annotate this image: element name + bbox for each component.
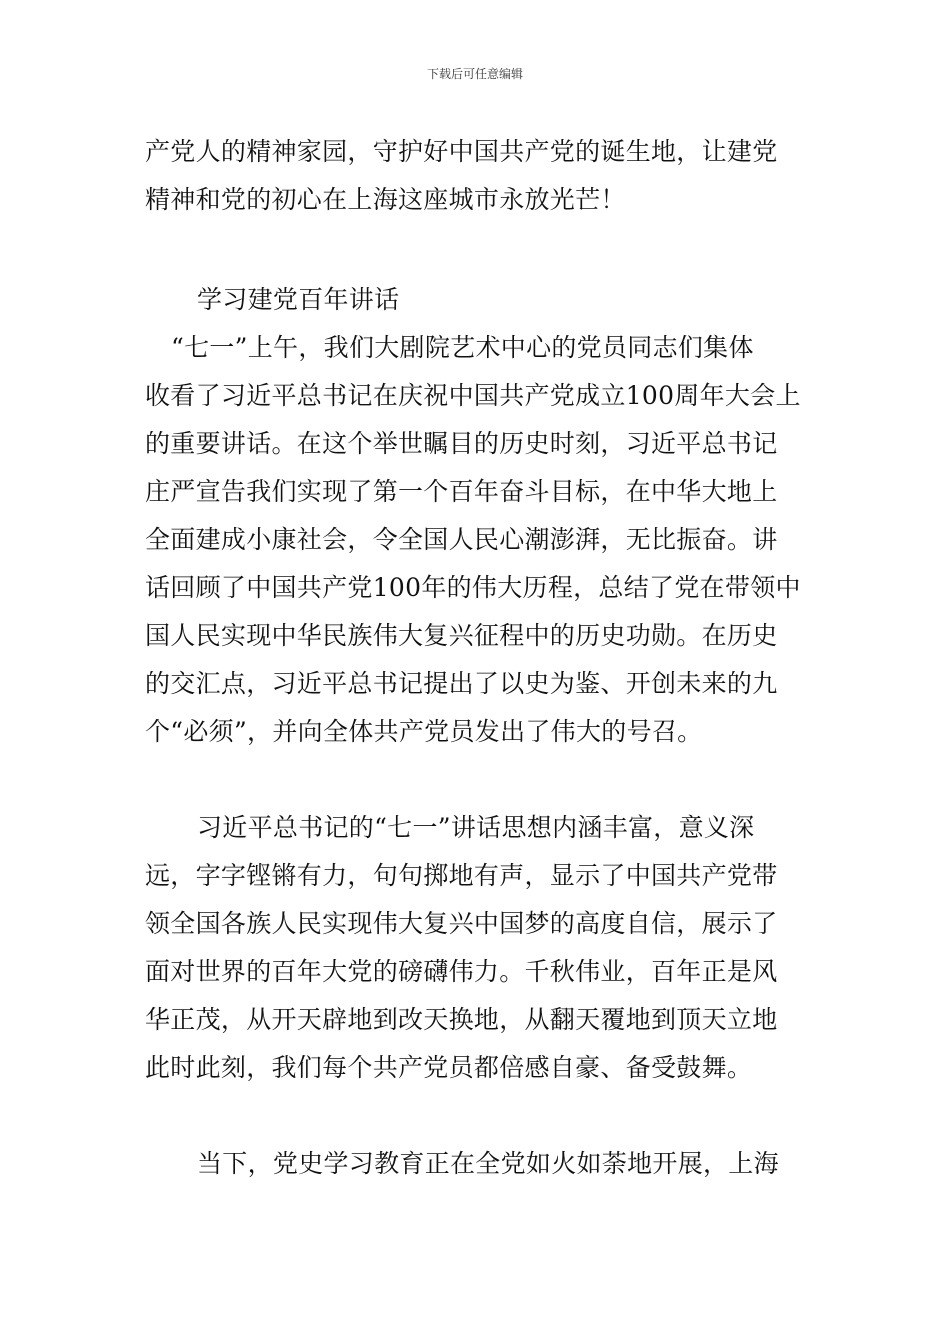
paragraph-line: 庄严宣告我们实现了第一个百年奋斗目标，在中华大地上 — [145, 477, 778, 506]
paragraph-line: 国人民实现中华民族伟大复兴征程中的历史功勋。在历史 — [145, 621, 778, 650]
paragraph-line: “七一”上午，我们大剧院艺术中心的党员同志们集体 — [171, 333, 754, 362]
paragraph-line: 个“必须”，并向全体共产党员发出了伟大的号召。 — [145, 717, 703, 746]
paragraph-line: 全面建成小康社会，令全国人民心潮澎湃，无比振奋。讲 — [145, 525, 778, 554]
paragraph-spacer — [145, 1092, 810, 1140]
paragraph-line: 此时此刻，我们每个共产党员都倍感自豪、备受鼓舞。 — [145, 1053, 753, 1082]
paragraph-line: 当下，党史学习教育正在全党如火如荼地开展，上海 — [197, 1149, 779, 1178]
paragraph-spacer — [145, 756, 810, 804]
paragraph-line: 的重要讲话。在这个举世瞩目的历史时刻，习近平总书记 — [145, 429, 778, 458]
paragraph-line: 收看了习近平总书记在庆祝中国共产党成立100周年大会上 — [145, 381, 801, 410]
document-body — [145, 128, 810, 1188]
paragraph-spacer — [145, 224, 810, 272]
page-header: 下载后可任意编辑 — [426, 67, 523, 81]
paragraph-line: 面对世界的百年大党的磅礴伟力。千秋伟业，百年正是风 — [145, 957, 778, 986]
paragraph-line: 习近平总书记的“七一”讲话思想内涵丰富，意义深 — [197, 813, 755, 842]
paragraph-line: 领全国各族人民实现伟大复兴中国梦的高度自信，展示了 — [145, 909, 778, 938]
paragraph-line: 产党人的精神家园，守护好中国共产党的诞生地，让建党 — [145, 137, 778, 166]
paragraph-line: 的交汇点，习近平总书记提出了以史为鉴、开创未来的九 — [145, 669, 778, 698]
paragraph-line: 远，字字铿锵有力，句句掷地有声，显示了中国共产党带 — [145, 861, 778, 890]
paragraph-line: 华正茂，从开天辟地到改天换地，从翻天覆地到顶天立地 — [145, 1005, 778, 1034]
paragraph-line: 话回顾了中国共产党100年的伟大历程，总结了党在带领中 — [145, 573, 801, 602]
paragraph-line: 精神和党的初心在上海这座城市永放光芒！ — [145, 185, 626, 214]
section-heading: 学习建党百年讲话 — [197, 285, 400, 314]
